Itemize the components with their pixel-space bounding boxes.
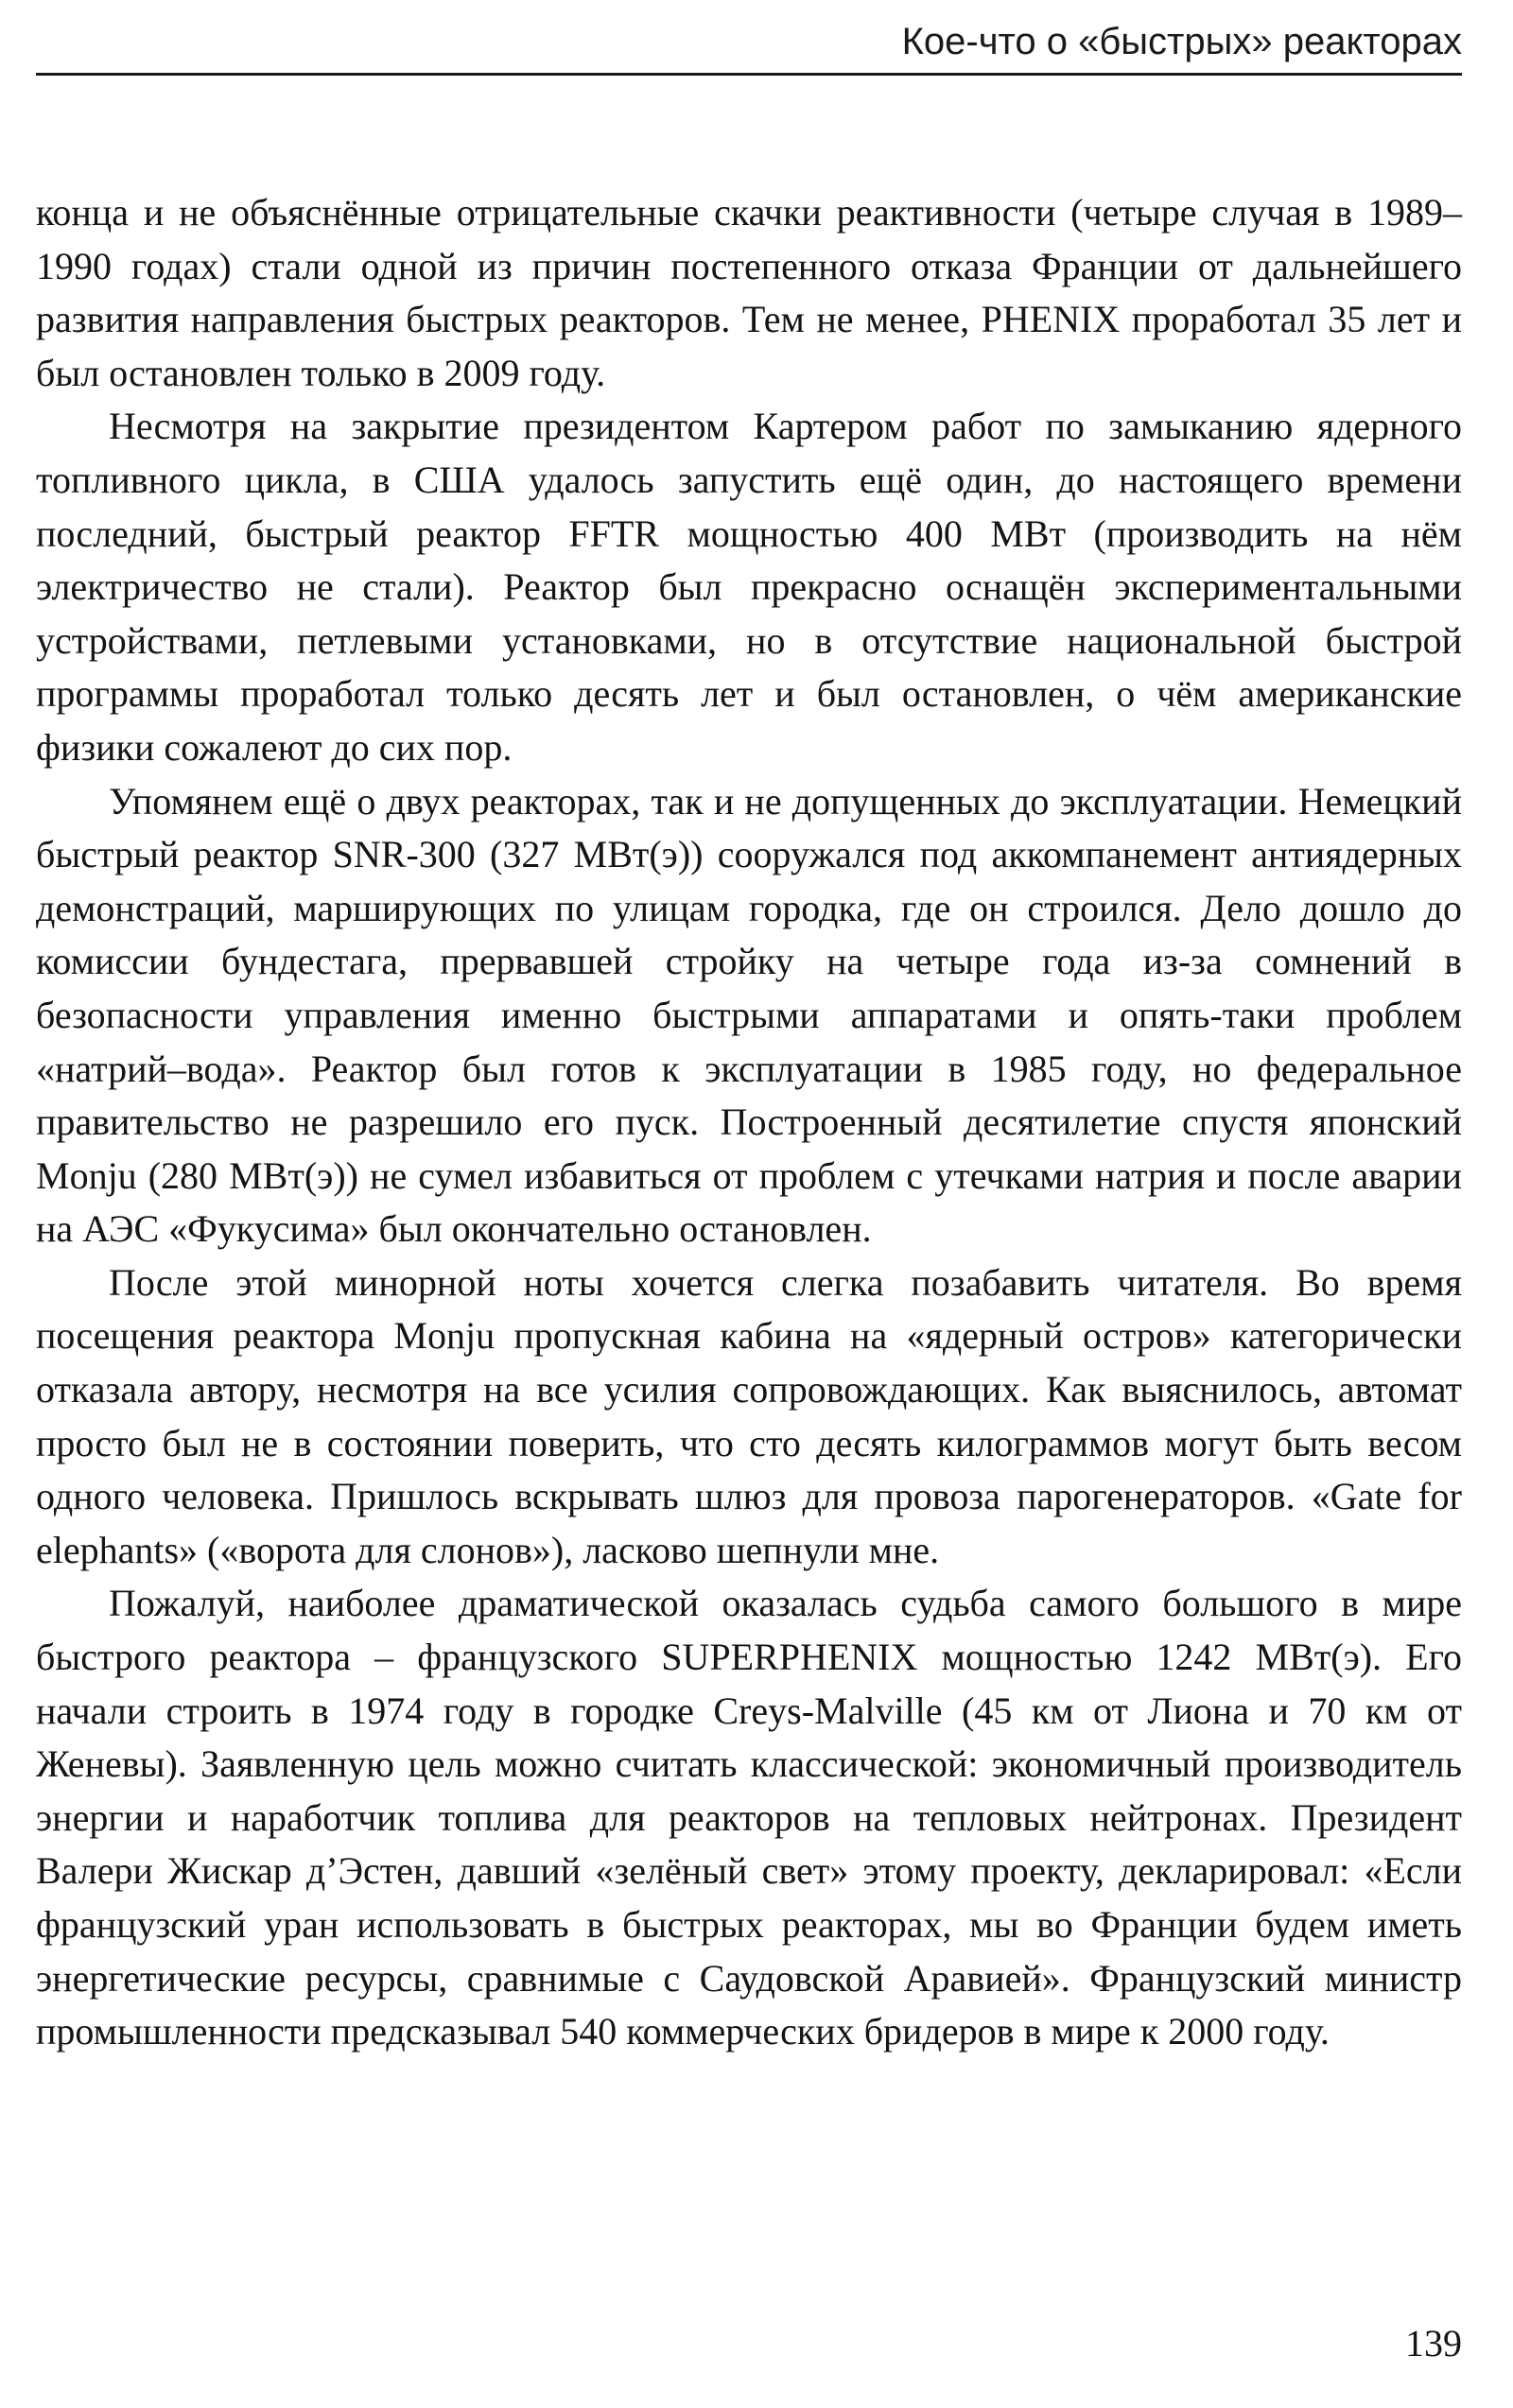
paragraph-continued: конца и не объяснённые отрицательные скачки реактивности (четыре случая в 1989–1990 годах) стали одной из причин постепенного отказа Франции от дальнейшего развития направления быстрых реакторов. Тем не менее, PHENIX проработал 35 лет и был остановлен только в 2009 году. <box>36 191 1462 394</box>
page-number: 139 <box>1405 2322 1462 2365</box>
paragraph-snr300-monju: Упомянем ещё о двух реакторах, так и не допущенных до эксплуатации. Немецкий быстрый реактор SNR-300 (327 МВт(э)) сооружался под аккомпанемент антиядерных демонстраций, марширующих по улицам городка, где он строился. Дело дошло до комиссии бундестага, прервавшей стройку на четыре года из-за сомнений в безопасности управления именно быстрыми аппаратами и опять-таки проблем «натрий–вода». Реактор был готов к эксплуатации в 1985 году, но федеральное правительство не разрешило его пуск. Построенный десятилетие спустя японский Monju (280 МВт(э)) не сумел избавиться от проблем с утечками натрия и после аварии на АЭС «Фукусима» был окончательно остановлен. <box>36 779 1462 1251</box>
running-header <box>36 13 1462 76</box>
paragraph-monju-anecdote: После этой минорной ноты хочется слегка позабавить читателя. Во время посещения реактора Monju пропускная кабина на «ядерный остров» категорически отказала автору, несмотря на все усилия сопровождающих. Как выяснилось, автомат просто был не в состоянии поверить, что сто десять килограммов могут быть весом одного человека. Пришлось вскрывать шлюз для провоза парогенераторов. «Gate for elephants» («ворота для слонов»), ласково шепнули мне. <box>36 1260 1462 1571</box>
paragraph-superphenix: Пожалуй, наиболее драматической оказалась судьба самого большого в мире быстрого реактора – французского SUPERPHENIX мощностью 1242 МВт(э). Его начали строить в 1974 году в городке Creys-Malville (45 км от Лиона и 70 км от Женевы). Заявленную цель можно считать классической: экономичный производитель энергии и наработчик топлива для реакторов на тепловых нейтронах. Президент Валери Жискар д’Эстен, давший «зелёный свет» этому проекту, декларировал: «Если французский уран использовать в быстрых реакторах, мы во Франции будем иметь энергетические ресурсы, сравнимые с Саудовской Аравией». Французский министр промышленности предсказывал 540 коммерческих бридеров в мире к 2000 году. <box>36 1582 1462 2053</box>
running-header-title: Кое-что о «быстрых» реакторах <box>901 21 1462 62</box>
body-text <box>36 186 1462 2059</box>
paragraph-fftr-reactor: Несмотря на закрытие президентом Картером работ по замыканию ядерного топливного цикла, в США удалось запустить ещё один, до настоящего времени последний, быстрый реактор FFTR мощностью 400 МВт (производить на нём электричество не стали). Реактор был прекрасно оснащён экспериментальными устройствами, петлевыми установками, но в отсутствие национальной быстрой программы проработал только десять лет и был остановлен, о чём американские физики сожалеют до сих пор. <box>36 405 1462 769</box>
